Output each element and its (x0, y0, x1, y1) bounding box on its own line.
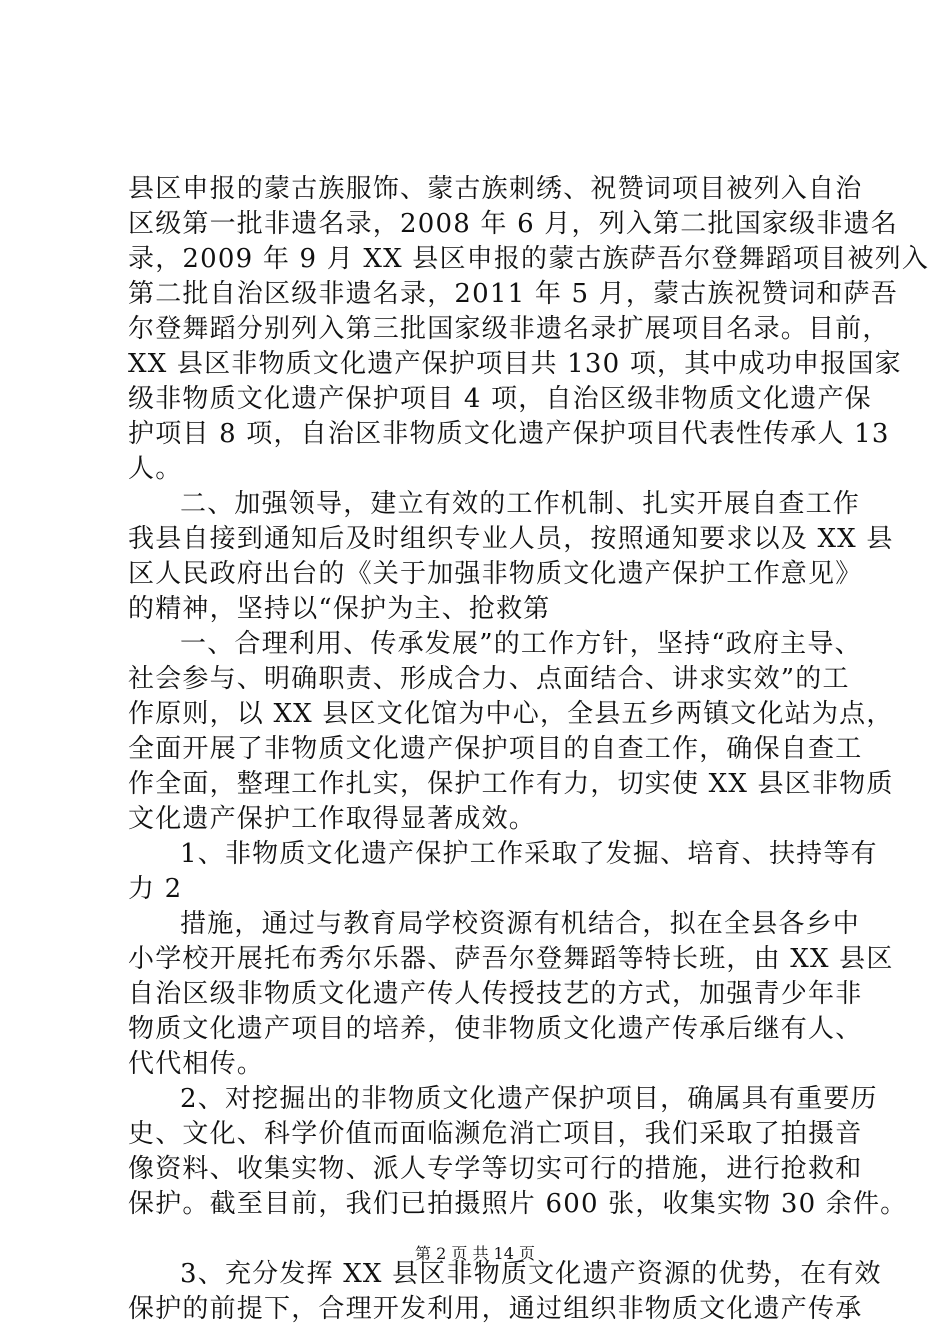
text-line: XX 县区非物质文化遗产保护项目共 130 项，其中成功申报国家 (128, 349, 902, 379)
text-line: 全面开展了非物质文化遗产保护项目的自查工作，确保自查工 (128, 734, 863, 764)
text-line: 区级第一批非遗名录，2008 年 6 月，列入第二批国家级非遗名 (128, 209, 898, 239)
text-line: 录，2009 年 9 月 XX 县区申报的蒙古族萨吾尔登舞蹈项目被列入 (128, 244, 930, 274)
text-line: 作全面，整理工作扎实，保护工作有力，切实使 XX 县区非物质 (128, 769, 894, 799)
page-number-footer: 第 2 页 共 14 页 (415, 1244, 535, 1263)
text-line: 的精神，坚持以“保护为主、抢救第 (128, 594, 551, 624)
text-line: 史、文化、科学价值而面临濒危消亡项目，我们采取了拍摄音 (128, 1119, 863, 1149)
text-line: 县区申报的蒙古族服饰、蒙古族刺绣、祝赞词项目被列入自治 (128, 174, 863, 204)
text-line: 保护的前提下，合理开发利用，通过组织非物质文化遗产传承 (128, 1294, 863, 1324)
text-line: 措施，通过与教育局学校资源有机结合，拟在全县各乡中 (180, 909, 861, 939)
text-line: 级非物质文化遗产保护项目 4 项，自治区级非物质文化遗产保 (128, 384, 872, 414)
text-line: 作原则，以 XX 县区文化馆为中心，全县五乡两镇文化站为点， (128, 699, 894, 729)
text-line: 区人民政府出台的《关于加强非物质文化遗产保护工作意见》 (128, 559, 863, 589)
text-line: 护项目 8 项，自治区非物质文化遗产保护项目代表性传承人 13 (128, 419, 890, 449)
text-line: 我县自接到通知后及时组织专业人员，按照通知要求以及 XX 县 (128, 524, 894, 554)
text-line: 文化遗产保护工作取得显著成效。 (128, 804, 537, 834)
text-line: 小学校开展托布秀尔乐器、萨吾尔登舞蹈等特长班，由 XX 县区 (128, 944, 894, 974)
document-body (128, 172, 930, 1327)
text-line: 人。 (128, 454, 183, 484)
text-line: 3、充分发挥 XX 县区非物质文化遗产资源的优势，在有效 (180, 1259, 882, 1289)
text-line: 社会参与、明确职责、形成合力、点面结合、讲求实效”的工 (128, 664, 850, 694)
text-line: 自治区级非物质文化遗产传人传授技艺的方式，加强青少年非 (128, 979, 863, 1009)
text-line: 1、非物质文化遗产保护工作采取了发掘、培育、扶持等有 (180, 839, 878, 869)
text-line: 力 2 (128, 874, 183, 904)
text-line: 物质文化遗产项目的培养，使非物质文化遗产传承后继有人、 (128, 1014, 863, 1044)
section-heading: 二、加强领导，建立有效的工作机制、扎实开展自查工作 (180, 489, 861, 519)
text-line: 一、合理利用、传承发展”的工作方针，坚持“政府主导、 (180, 629, 862, 659)
text-line: 像资料、收集实物、派人专学等切实可行的措施，进行抢救和 (128, 1154, 863, 1184)
text-line: 保护。截至目前，我们已拍摄照片 600 张，收集实物 30 余件。 (128, 1189, 908, 1219)
text-line: 第二批自治区级非遗名录，2011 年 5 月，蒙古族祝赞词和萨吾 (128, 279, 898, 309)
text-line: 尔登舞蹈分别列入第三批国家级非遗名录扩展项目名录。目前， (128, 314, 890, 344)
text-line: 代代相传。 (128, 1049, 265, 1079)
text-line: 2、对挖掘出的非物质文化遗产保护项目，确属具有重要历 (180, 1084, 878, 1114)
